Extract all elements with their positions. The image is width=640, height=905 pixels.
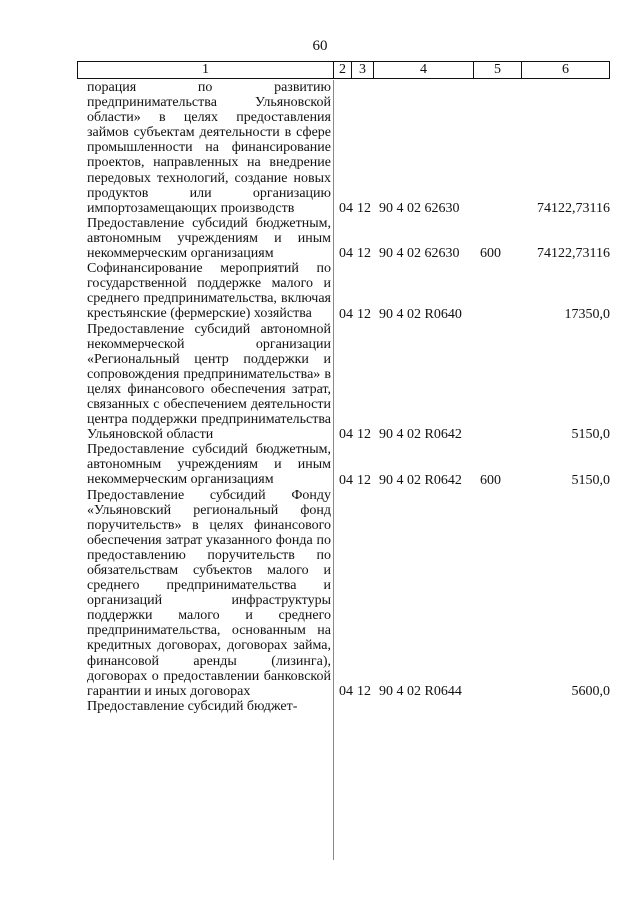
row-subsection: 12 xyxy=(357,427,371,443)
table-row xyxy=(87,488,610,699)
row-target-code: 90 4 02 R0642 xyxy=(379,427,462,443)
row-target-code: 90 4 02 R0640 xyxy=(379,306,462,322)
row-target-code: 90 4 02 62630 xyxy=(379,246,460,262)
header-col-6: 6 xyxy=(562,62,569,77)
table-header xyxy=(77,61,610,79)
header-col-1: 1 xyxy=(78,62,334,78)
table-row xyxy=(87,442,610,487)
row-amount: 74122,73116 xyxy=(537,200,610,216)
table-row xyxy=(87,322,610,443)
row-amount: 5150,0 xyxy=(571,427,610,443)
row-expense-type: 600 xyxy=(480,472,501,488)
row-description: Предоставление субсидий бюджетным, автономным учреждениям и иным некоммерческим организациям xyxy=(87,442,331,488)
row-target-code: 90 4 02 R0642 xyxy=(379,472,462,488)
row-section: 04 xyxy=(339,246,353,262)
table-row xyxy=(87,261,610,321)
header-col-3: 3 xyxy=(352,62,374,78)
row-section: 04 xyxy=(339,427,353,443)
row-section: 04 xyxy=(339,306,353,322)
row-description: Софинансирование мероприятий по государственной поддержке малого и среднего предпринимательства, включая крестьянские (фермерские) хозяйства xyxy=(87,261,331,322)
page-number: 60 xyxy=(312,38,328,54)
table-body xyxy=(87,80,610,714)
row-section: 04 xyxy=(339,683,353,699)
row-target-code: 90 4 02 62630 xyxy=(379,200,460,216)
row-target-code: 90 4 02 R0644 xyxy=(379,683,462,699)
row-expense-type: 600 xyxy=(480,246,501,262)
row-amount: 74122,73116 xyxy=(537,246,610,262)
row-subsection: 12 xyxy=(357,306,371,322)
table-row xyxy=(87,80,610,216)
header-col-4: 4 xyxy=(374,62,474,78)
row-subsection: 12 xyxy=(357,472,371,488)
row-description: Предоставление субсидий Фонду «Ульяновский региональный фонд поручительств» в целях финансового обеспечения затрат указанного фонда по предоставлению поручительств по обязательствам субъектов малого и среднего предпринимательства и организаций инфраструктуры поддержки малого и среднего предпринимательства, основанным на кредитных договорах, договорах займа, финансовой аренды (лизинга), договорах о предоставлении банковской гарантии и иных договорах xyxy=(87,487,331,699)
row-section: 04 xyxy=(339,200,353,216)
row-amount: 5600,0 xyxy=(571,683,610,699)
row-subsection: 12 xyxy=(357,246,371,262)
row-subsection: 12 xyxy=(357,200,371,216)
header-col-2: 2 xyxy=(334,62,352,78)
row-description: Предоставление субсидий бюджет- xyxy=(87,698,298,714)
table-row xyxy=(87,699,610,714)
row-description: Предоставление субсидий бюджетным, автономным учреждениям и иным некоммерческим организациям xyxy=(87,215,331,262)
row-description: порация по развитию предпринимательства Ульяновской области» в целях предоставления займов субъектам деятельности в сфере промышленности на финансирование проектов, направленных на внедрение передовых технологий, создание новых продуктов или организацию импортозамещающих производств xyxy=(87,80,331,216)
header-col-5: 5 xyxy=(474,62,522,78)
row-description: Предоставление субсидий автономной некоммерческой организации «Региональный центр поддержки и сопровождения предпринимательства» в целях финансового обеспечения затрат, связанных с обеспечением деятельности центра поддержки предпринимательства Ульяновской области xyxy=(87,321,331,443)
row-section: 04 xyxy=(339,472,353,488)
row-amount: 5150,0 xyxy=(571,472,610,488)
table-row xyxy=(87,216,610,261)
row-subsection: 12 xyxy=(357,683,371,699)
row-amount: 17350,0 xyxy=(564,306,610,322)
